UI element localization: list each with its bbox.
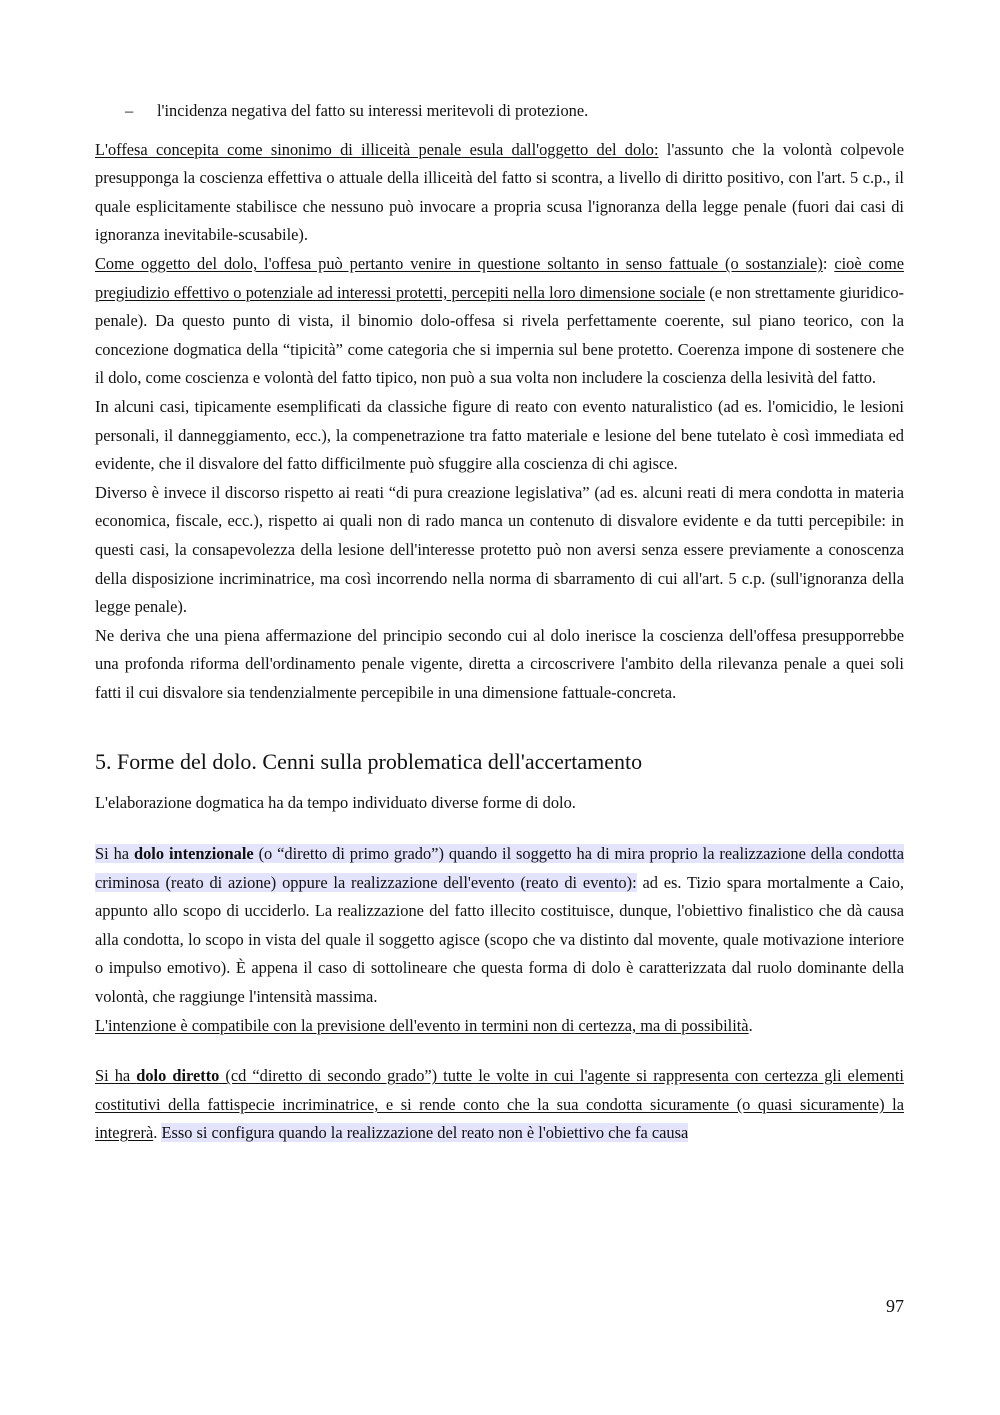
paragraph-creazione-legislativa: Diverso è invece il discorso rispetto ai reati “di pura creazione legislativa” (ad es. alcuni reati di mera condotta in materia economica, fiscale, ecc.), rispetto ai quali non di rado manca un contenuto di disvalore evidente e da tutti percepibile: in questi casi, la consapevolezza della lesione dell'interesse protetto può non aversi senza essere previamente a conoscenza della disposizione incriminatrice, ma così incorrendo nella norma di sbarramento di cui all'art. 5 c.p. (sull'ignoranza della legge penale). [95,482,904,617]
term-dolo-intenzionale: dolo intenzionale [133,844,254,864]
underlined-text: Si ha [95,1066,137,1086]
paragraph-ne-deriva: Ne deriva che una piena affermazione del principio secondo cui al dolo inerisce la coscienza dell'offesa presupporrebbe una profonda riforma dell'ordinamento penale vigente, diretta a circoscrivere l'ambito della rilevanza penale a quei soli fatti il cui disvalore sia tendenzialmente percepibile in una dimensione fattuale-concreta. [95,625,904,702]
highlighted-text: Si ha [95,844,134,864]
paragraph-offesa-illiceita: L'offesa concepita come sinonimo di illiceità penale esula dall'oggetto del dolo: l'assunto che la volontà colpevole presupponga la coscienza effettiva o attuale della illiceità del fatto si scontra, a livello di diritto positivo, con l'art. 5 c.p., il quale esplicitamente stabilisce che nessuno può invocare a propria scusa l'ignoranza della legge penale (fuori dai casi di ignoranza inevitabile-scusabile). [95,139,904,245]
paragraph-oggetto-dolo: Come oggetto del dolo, l'offesa può pertanto venire in questione soltanto in senso fattuale (o sostanziale): cioè come pregiudizio effettivo o potenziale ad interessi protetti, percepiti nella loro dimensione sociale (e non strettamente giuridico-penale). Da questo punto di vista, il binomio dolo-offesa si rivela perfettamente coerente, sul piano teorico, con la concezione dogmatica della “tipicità” come categoria che si impernia sul bene protetto. Coerenza impone di sostenere che il dolo, come coscienza e volontà del fatto tipico, non può a sua volta non includere la coscienza della lesività del fatto. [95,253,904,388]
paragraph-dolo-intenzionale: Si ha dolo intenzionale (o “diretto di primo grado”) quando il soggetto ha di mira proprio la realizzazione della condotta criminosa (reato di azione) oppure la realizzazione dell'evento (reato di evento): ad es. Tizio spara mortalmente a Caio, appunto allo scopo di ucciderlo. La realizzazione del fatto illecito costituisce, dunque, l'obiettivo finalistico che dà causa alla condotta, lo scopo in vista del quale il soggetto agisce (scopo che va distinto dal movente, quale motivazione interiore o impulso emotivo). È appena il caso di sottolineare che questa forma di dolo è caratterizzata dal ruolo dominante della volontà, che raggiunge l'intensità massima. [95,844,904,1007]
page-number: 97 [886,1296,904,1316]
paragraph-alcuni-casi: In alcuni casi, tipicamente esemplificati da classiche figure di reato con evento naturalistico (ad es. l'omicidio, le lesioni personali, il danneggiamento, ecc.), la compenetrazione tra fatto materiale e lesione del bene tutelato è così immediata ed evidente, che il disvalore del fatto difficilmente può sfuggire alla coscienza di chi agisce. [95,396,904,474]
paragraph-gap [95,818,904,840]
underlined-text: L'offesa concepita come sinonimo di illiceità penale esula dall'oggetto del dolo: [95,139,659,159]
highlighted-text: (o “diretto di primo grado”) quando il soggetto ha di mira proprio la realizzazione della condotta criminosa (reato di azione) oppure la realizzazione dell'evento (reato di evento): [95,844,904,892]
term-dolo-diretto: dolo diretto [136,1066,220,1086]
paragraph-intenzione: L'intenzione è compatibile con la previsione dell'evento in termini non di certezza, ma di possibilità. [95,1015,753,1035]
bullet-text: l'incidenza negativa del fatto su interessi meritevoli di protezione. [157,101,589,120]
paragraph-elaborazione: L'elaborazione dogmatica ha da tempo individuato diverse forme di dolo. [95,793,576,813]
underlined-text: cioè come pregiudizio effettivo o potenziale ad interessi protetti, percepiti nella loro dimensione sociale [95,253,904,302]
underlined-text: (cd “diretto di secondo grado”) tutte le volte in cui l'agente si rappresenta con certezza gli elementi costitutivi della fattispecie incriminatrice, e si rende conto che la sua condotta sicuramente (o quasi sicuramente) la integrerà [95,1066,904,1143]
bullet-dash: – [125,101,134,120]
section-heading: 5. Forme del dolo. Cenni sulla problematica dell'accertamento [95,749,643,775]
bullet-item [95,97,904,126]
highlighted-text: Esso si configura quando la realizzazione del reato non è l'obiettivo che fa causa [161,1123,689,1143]
underlined-text: L'intenzione è compatibile con la previsione dell'evento in termini non di certezza, ma di possibilità [95,1015,749,1035]
paragraph-dolo-diretto: Si ha dolo diretto (cd “diretto di secondo grado”) tutte le volte in cui l'agente si rappresenta con certezza gli elementi costitutivi della fattispecie incriminatrice, e si rende conto che la sua condotta sicuramente (o quasi sicuramente) la integrerà. Esso si configura quando la realizzazione del reato non è l'obiettivo che fa causa [95,1066,904,1143]
paragraph-gap [95,1040,904,1062]
underlined-text: Come oggetto del dolo, l'offesa può pertanto venire in questione soltanto in senso fattuale (o sostanziale) [95,253,823,273]
